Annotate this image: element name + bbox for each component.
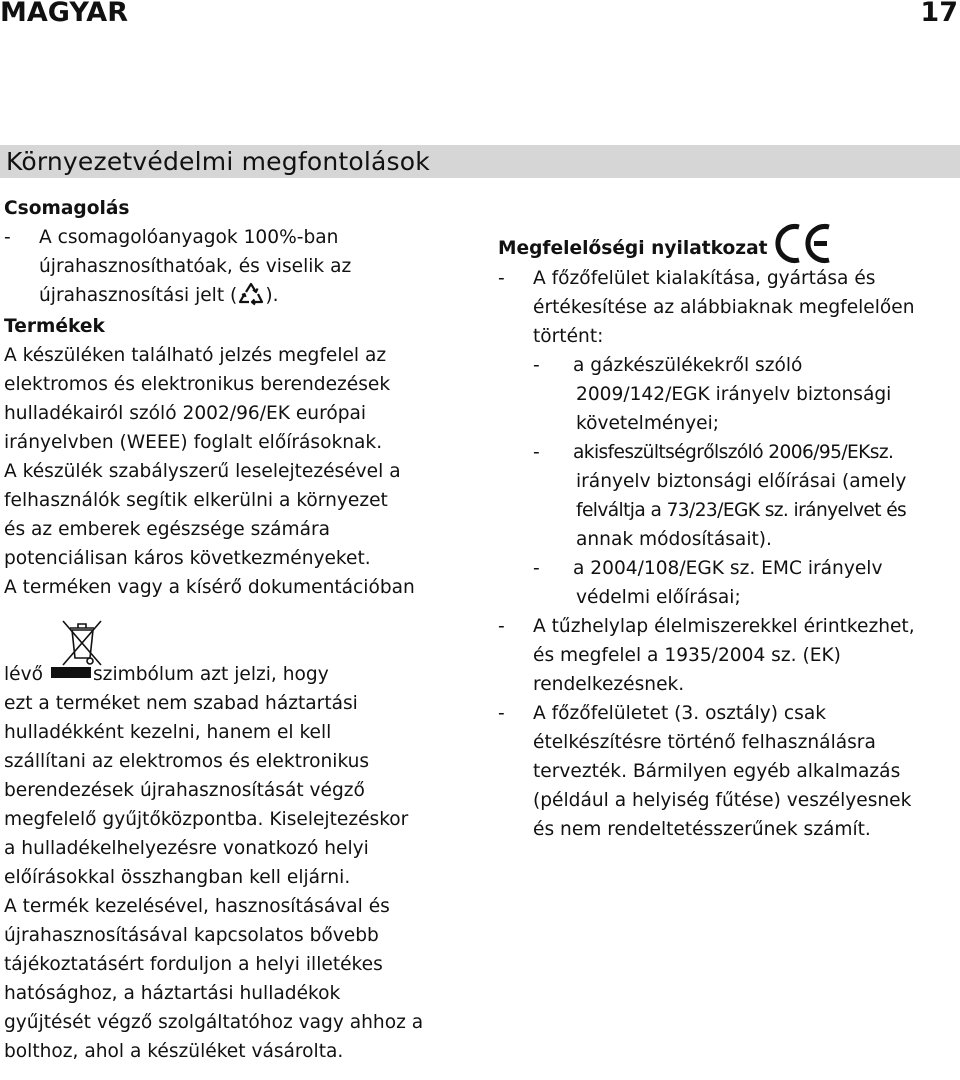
conformity-item: történt:	[533, 326, 604, 347]
products-line: A termék kezelésével, hasznosításával és	[4, 896, 390, 917]
conformity-item: tervezték. Bármilyen egyéb alkalmazás	[533, 761, 901, 782]
products-line: megfelelő gyűjtőközpontba. Kiselejtezéskor	[4, 809, 409, 830]
conformity-subitem: annak módosításait).	[576, 529, 772, 550]
products-line: hatósághoz, a háztartási hulladékok	[4, 983, 341, 1004]
conformity-subitem: - akisfeszültségrőlszóló 2006/95/EKsz.	[533, 442, 894, 463]
conformity-subitem: követelményei;	[576, 413, 720, 434]
products-line: a hulladékelhelyezésre vonatkozó helyi	[4, 838, 369, 859]
products-heading: Termékek	[4, 316, 105, 337]
products-line: berendezések újrahasznosítását végző	[4, 780, 365, 801]
page-header	[0, 0, 960, 34]
products-line: elektromos és elektronikus berendezések	[4, 374, 391, 395]
ce-mark-icon	[772, 222, 834, 264]
conformity-item: - A főzőfelületet (3. osztály) csak	[498, 703, 826, 724]
conformity-subitem: irányelv biztonsági előírásai (amely	[576, 471, 907, 492]
conformity-heading-line	[498, 222, 958, 264]
products-line: újrahasznosításával kapcsolatos bővebb	[4, 925, 379, 946]
conformity-subitem: 2009/142/EGK irányelv biztonsági	[576, 384, 892, 405]
conformity-item: - A tűzhelylap élelmiszerekkel érintkezhet,	[498, 616, 915, 637]
products-line: A terméken vagy a kísérő dokumentációban	[4, 577, 415, 598]
products-line: irányelvben (WEEE) foglalt előírásoknak.	[4, 432, 383, 453]
weee-bar-icon	[51, 667, 91, 678]
conformity-item: ételkészítésre történő felhasználásra	[533, 732, 876, 753]
products-line: A készüléken található jelzés megfelel az	[4, 345, 387, 366]
crossed-bin-icon	[60, 618, 104, 668]
packaging-line: újrahasznosíthatóak, és viselik az	[39, 256, 352, 277]
products-line: ezt a terméket nem szabad háztartási	[4, 693, 358, 714]
conformity-heading: Megfelelőségi nyilatkozat	[498, 238, 768, 259]
products-line: bolthoz, ahol a készüléket vásárolta.	[4, 1041, 344, 1062]
products-line: előírásokkal összhangban kell eljárni.	[4, 867, 351, 888]
conformity-item: értékesítése az alábbiaknak megfelelően	[533, 297, 915, 318]
packaging-line: újrahasznosítási jelt ( ).	[4, 281, 474, 310]
page-number: 17	[920, 0, 958, 28]
products-line: hulladékairól szóló 2002/96/EK európai	[4, 403, 367, 424]
products-line: A készülék szabályszerű leselejtezésével a	[4, 461, 401, 482]
products-line: tájékoztatásért forduljon a helyi illetékes	[4, 954, 383, 975]
conformity-item: (például a helyiség fűtése) veszélyesnek	[533, 790, 912, 811]
products-line: felhasználók segítik elkerülni a környezet	[4, 490, 388, 511]
weee-symbol-line: lévő szimbólum azt jelzi, hogy	[4, 664, 329, 685]
conformity-subitem: felváltja a 73/23/EGK sz. irányelvet és	[576, 500, 907, 521]
packaging-line: - A csomagolóanyagok 100%-ban	[4, 227, 339, 248]
conformity-subitem: védelmi előírásai;	[576, 587, 741, 608]
language-label: MAGYAR	[0, 0, 128, 28]
products-line: szállítani az elektromos és elektronikus	[4, 751, 370, 772]
right-column	[498, 222, 958, 844]
conformity-item: rendelkezésnek.	[533, 674, 685, 695]
products-line: hulladékként kezelni, hanem el kell	[4, 722, 332, 743]
conformity-subitem: - a gázkészülékekről szóló	[533, 355, 803, 376]
conformity-subitem: - a 2004/108/EGK sz. EMC irányelv	[533, 558, 883, 579]
packaging-heading: Csomagolás	[4, 198, 130, 219]
products-line: gyűjtését végző szolgáltatóhoz vagy ahhoz a	[4, 1012, 424, 1033]
section-title: Környezetvédelmi megfontolások	[6, 147, 430, 176]
products-line: és az emberek egészsége számára	[4, 519, 331, 540]
products-line: potenciálisan káros következményeket.	[4, 548, 371, 569]
conformity-item: - A főzőfelület kialakítása, gyártása és	[498, 268, 876, 289]
recycle-icon	[237, 281, 265, 307]
conformity-item: és megfelel a 1935/2004 sz. (EK)	[533, 645, 841, 666]
conformity-item: és nem rendeltetésszerűnek számít.	[533, 819, 871, 840]
